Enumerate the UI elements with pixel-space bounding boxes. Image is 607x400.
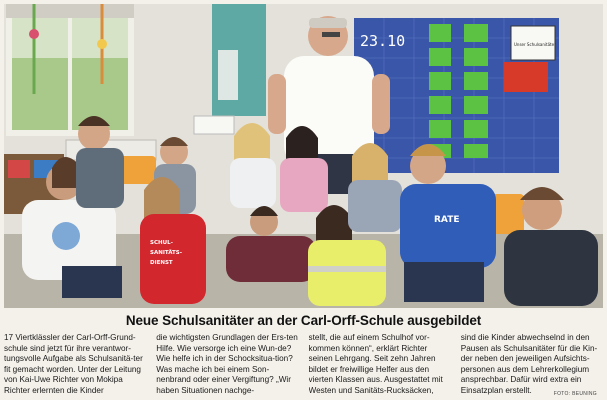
svg-text:SANITÄTS-: SANITÄTS- (150, 250, 183, 256)
safety-vest (308, 240, 386, 306)
red-card (504, 62, 548, 92)
article-column-4: sind die Kinder abwechselnd in den Pausen als Schulsanitäter für die Kin-der neben den jeweiligen Aufsichts-personen aus dem Lehrerkollegium ansprechbar. Dafür wird extra ein Einsatzplan erstellt. (460, 333, 598, 395)
photo-credit: FOTO: BEUNING (553, 391, 597, 397)
window-blind (6, 4, 134, 18)
svg-text:Unser Schulsanitäter: Unser Schulsanitäter (514, 42, 556, 47)
article-column-3: stellt, die auf einem Schulhof vor-kommen können“, erklärt Richter seinen Lehrgang. Seit zehn Jahren bildet er freiwillige Helfer aus den vierten Klassen aus. Ausgestattet mit Westen und Sanitäts-Rucksäcken, (308, 333, 443, 395)
svg-text:DIENST: DIENST (150, 260, 173, 266)
article-body (4, 333, 603, 399)
sink (194, 116, 234, 134)
backpack (140, 214, 206, 304)
article-headline: Neue Schulsanitäter an der Carl-Orff-Schule ausgebildet (125, 313, 482, 328)
article-column-2: die wichtigsten Grundlagen der Ers-ten Hilfe. Wie versorge ich eine Wun-de? Wie helfe ich in der Schocksitua-tion? Was mache ich bei einem Son-nenbrand oder einer Vergiftung? „Wir haben Situationen nachge- (156, 333, 298, 395)
board-date: 23.10 (360, 32, 406, 50)
article-photo (4, 4, 603, 308)
svg-text:SCHUL-: SCHUL- (150, 240, 173, 246)
article-column-1: 17 Viertklässler der Carl-Orff-Grund-schule sind jetzt für ihre verantwor-tungsvolle Aufgabe als Schulsanitä-ter fit gemacht worden. Unter der Leitung von Kai-Uwe Richter von Mokipa Richter erlernten die Kinder (4, 333, 143, 395)
sweater-print: RATE (434, 215, 460, 225)
classroom-illustration (4, 4, 603, 308)
